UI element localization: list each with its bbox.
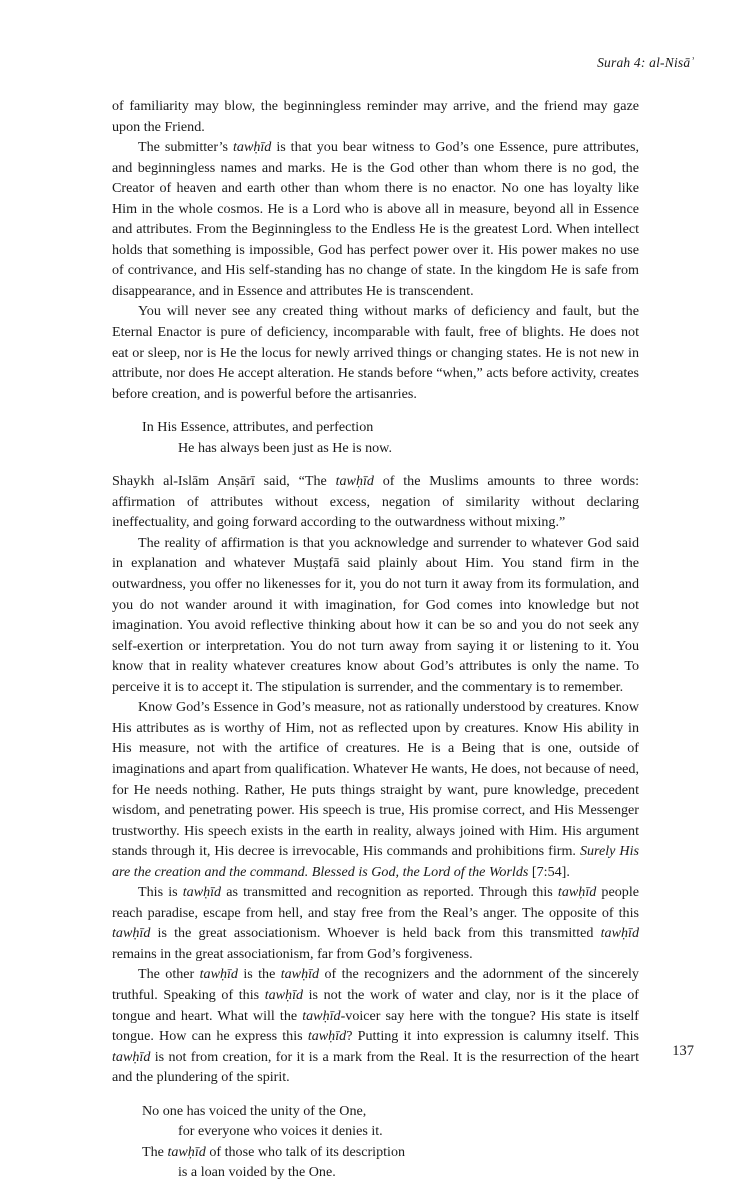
paragraph-text: The reality of affirmation is that you acknowledge and surrender to whatever God said in explanation and whatever Muṣṭafā said plainly about Him. You stand firm in the outwardness, you offer no likenesses for it, you do not turn it away from its formulation, and you do not wander around it with imagination, for God comes into knowledge but not imagination. You avoid reflective thinking about how it can be so and you do not seek any self-exertion or interpretation. You do not turn away from saying it or listening to it. You know that in reality whatever creatures know about God’s attributes is only the name. To perceive it is to accept it. The stipulation is surrender, and the commentary is to remember. xyxy=(112,534,639,695)
transliterated-term-tawhid: tawḥīd xyxy=(112,1048,151,1065)
verse-line: No one has voiced the unity of the One, xyxy=(142,1102,367,1119)
transliterated-term-tawhid: tawḥīd xyxy=(335,473,374,490)
paragraph-know-gods-essence xyxy=(112,697,639,882)
quran-quotation: Surely His are the creation and the command. Blessed is God, the Lord of the Worlds xyxy=(112,843,639,880)
paragraph-submitter-tawhid xyxy=(112,137,639,301)
verse-line-tail: of those who talk of its description xyxy=(205,1143,406,1160)
running-header: Surah 4: al-Nisāʾ xyxy=(597,55,695,70)
paragraph-text: is the great associationism. Whoever is held back from this transmitted xyxy=(150,925,601,942)
paragraph-text-lead: The other xyxy=(138,966,200,983)
transliterated-term-tawhid: tawḥīd xyxy=(232,139,272,156)
paragraph-text-lead: Shaykh al-Islām Anṣārī said, “The xyxy=(112,473,336,490)
paragraph-other-tawhid xyxy=(112,964,639,1087)
transliterated-term-tawhid: tawḥīd xyxy=(199,966,238,983)
verse-block-unity xyxy=(112,1101,639,1183)
transliterated-term-tawhid: tawḥīd xyxy=(600,925,639,942)
verse-line: He has always been just as He is now. xyxy=(178,439,392,456)
quran-citation: [7:54]. xyxy=(528,863,570,880)
transliterated-term-tawhid: tawḥīd xyxy=(557,884,597,901)
paragraph-text: as transmitted and recognition as reported. Through this xyxy=(221,884,558,901)
paragraph-text: is not the work of water and clay, nor is it the place of tongue and heart. What will the xyxy=(112,986,639,1024)
transliterated-term-tawhid: tawḥīd xyxy=(167,1143,206,1160)
transliterated-term-tawhid: tawḥīd xyxy=(264,986,304,1003)
paragraph-text-lead: The submitter’s xyxy=(138,139,233,156)
paragraph-reality-of-affirmation xyxy=(112,533,639,697)
paragraph-text-tail: is not from creation, for it is a mark from the Real. It is the resurrection of the heart and the plundering of the spirit. xyxy=(112,1048,639,1086)
paragraph-transmitted-tawhid xyxy=(112,882,639,964)
paragraph-text-tail: is that you bear witness to God’s one Essence, pure attributes, and beginningless names and marks. He is the God other than whom there is no god, the Creator of heaven and earth other than whom there is no enactor. No one has loyalty like Him in the whole cosmos. He is a Lord who is above all in measure, beyond all in Essence and attributes. From the Beginningless to the Endless He is the greatest Lord. When intellect holds that something is impossible, God has perfect power over it. His power makes no use of contrivance, and His self-standing has no change of state. In the kingdom He is safe from disappearance, and in Essence and attributes He is transcendent. xyxy=(112,139,639,299)
paragraph-text: is the xyxy=(237,966,281,983)
paragraph-ansari-quote xyxy=(112,471,639,533)
paragraph-text: You will never see any created thing without marks of deficiency and fault, but the Eternal Enactor is pure of deficiency, incomparable with fault, free of blights. He does not eat or sleep, nor is He the locus for newly arrived things or changing states. He is not new in attribute, nor does He accept alteration. He stands before “when,” acts before activity, creates before creation, and is powerful before the artisanries. xyxy=(112,303,639,402)
paragraph-text-lead: This is xyxy=(138,884,183,901)
paragraph-created-thing xyxy=(112,301,639,404)
paragraph-continuation xyxy=(112,96,639,137)
verse-line-lead: The xyxy=(142,1143,168,1160)
verse-line: In His Essence, attributes, and perfection xyxy=(142,419,374,436)
paragraph-text: people reach paradise, escape from hell, and stay free from the Real’s anger. The opposite of this xyxy=(112,884,639,921)
paragraph-text-tail: remains in the great associationism, far from God’s forgiveness. xyxy=(112,945,473,962)
paragraph-text-tail: of the Muslims amounts to three words: affirmation of attributes without excess, negation of similarity without declaring ineffectuality, and going forward according to the outwardness without mixing.” xyxy=(112,473,640,531)
transliterated-term-tawhid: tawḥīd xyxy=(302,1007,341,1024)
paragraph-text: ? Putting it into expression is calumny itself. This xyxy=(346,1028,640,1045)
paragraph-text-lead: Know God’s Essence in God’s measure, not as rationally understood by creatures. Know His attributes as is worthy of Him, not as reflected upon by creatures. Know His ability in His measure, not with the artifice of creatures. He is a Being that is one, outside of imaginations and apart from qualification. Whatever He wants, He does, not because of need, for He needs nothing. Rather, He puts things straight by want, pure knowledge, precedent wisdom, and penetrating power. His speech is true, His promise correct, and His Messenger trustworthy. His speech exists in the earth in reality, always joined with Him. His argument stands through it, His decree is irrevocable, His commands and prohibitions firm. xyxy=(112,699,639,860)
transliterated-term-tawhid: tawḥīd xyxy=(112,925,151,942)
verse-line: is a loan voided by the One. xyxy=(178,1164,336,1181)
page-number: 137 xyxy=(672,1043,694,1059)
transliterated-term-tawhid: tawḥīd xyxy=(182,884,222,901)
paragraph-text: -voicer say here with the tongue? His state is itself tongue. How can he express this xyxy=(112,1007,639,1045)
transliterated-term-tawhid: tawḥīd xyxy=(280,966,320,983)
paragraph-text: of familiarity may blow, the beginningless reminder may arrive, and the friend may gaze upon the Friend. xyxy=(112,98,639,135)
text-block xyxy=(112,96,639,1196)
transliterated-term-tawhid: tawḥīd xyxy=(307,1028,347,1045)
paragraph-text: of the recognizers and the adornment of the sincerely truthful. Speaking of this xyxy=(112,966,639,1003)
verse-block-essence xyxy=(112,417,639,458)
verse-line: for everyone who voices it denies it. xyxy=(178,1123,383,1140)
verse-line xyxy=(112,1142,639,1163)
